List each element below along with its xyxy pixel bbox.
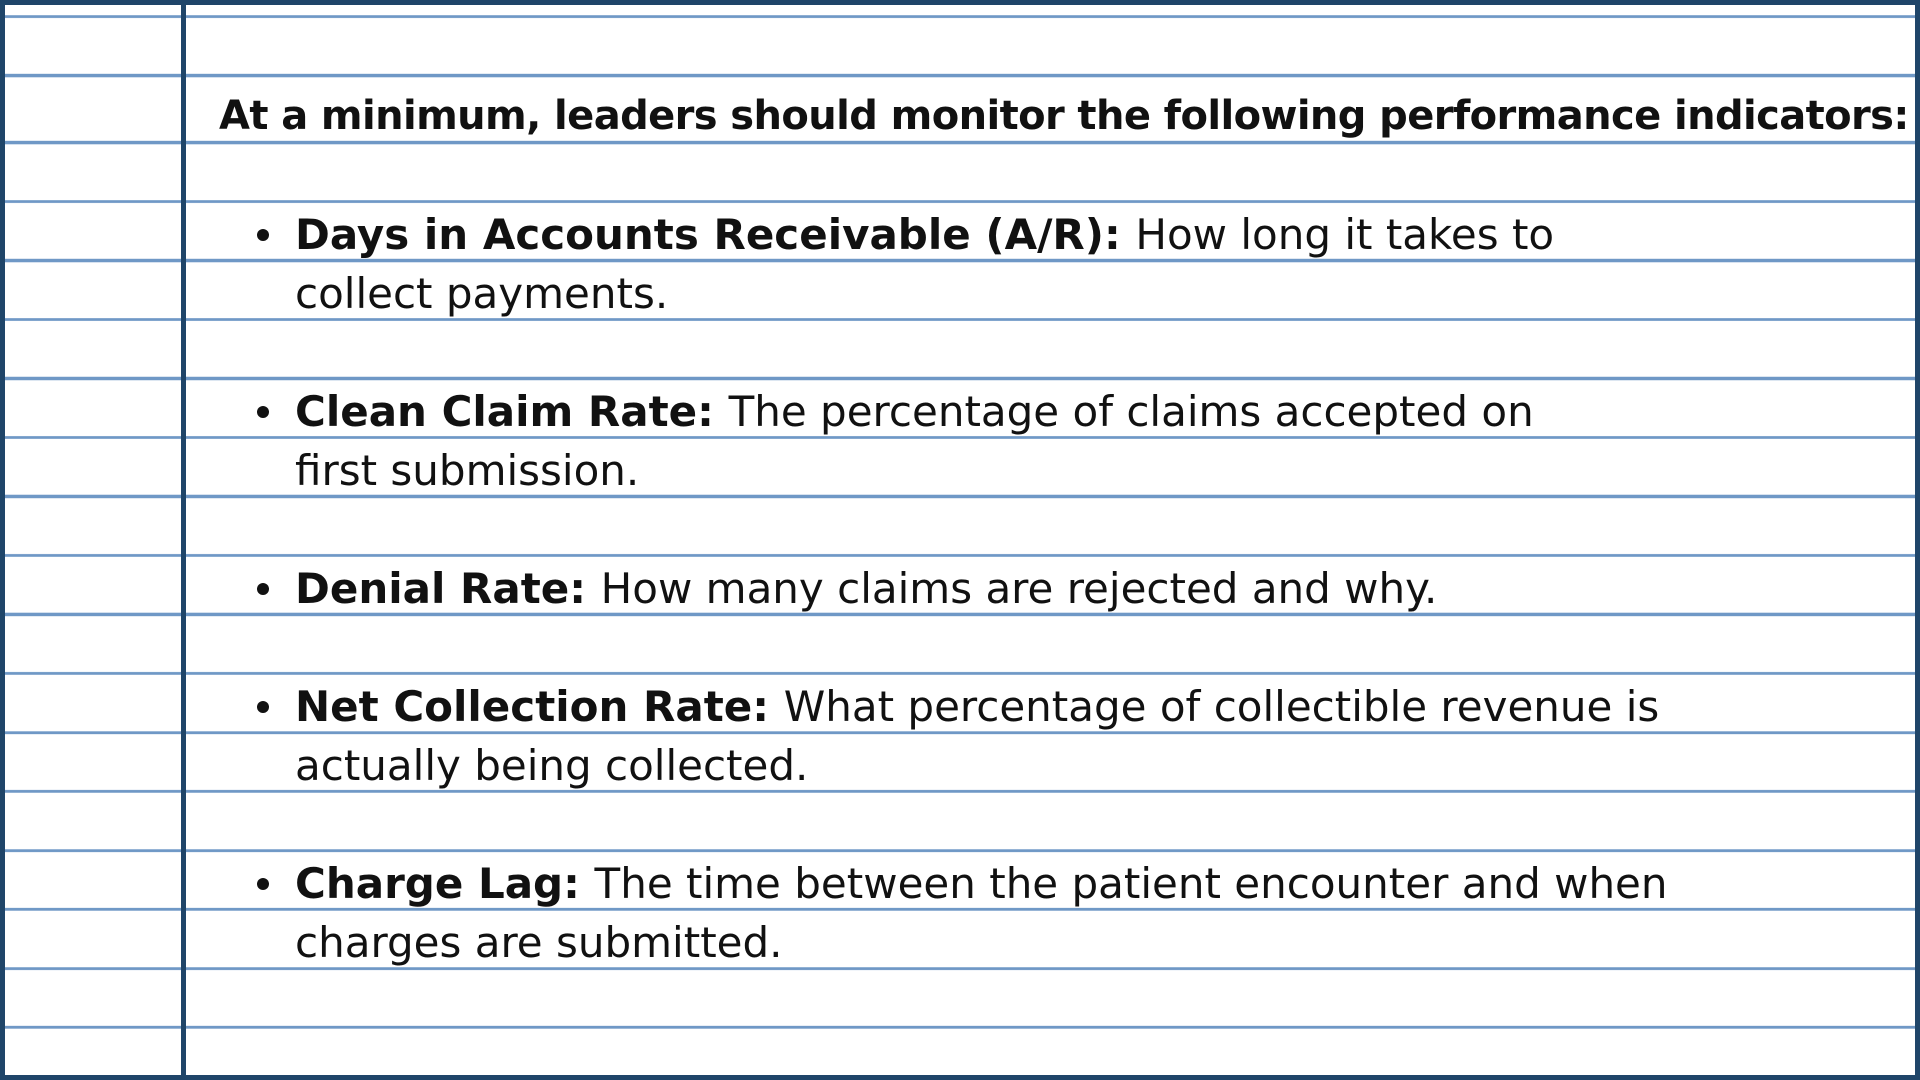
list-item-clean-claim-rate: [219, 382, 1589, 500]
indicator-description: How long it takes to collect payments.: [295, 210, 1555, 318]
page-heading: At a minimum, leaders should monitor the following performance indicators:: [219, 93, 1909, 139]
indicator-description: The percentage of claims accepted on first submission.: [295, 387, 1534, 495]
indicator-term: Denial Rate:: [295, 564, 601, 613]
bullet-icon: [257, 406, 269, 418]
list-item-net-collection-rate: [219, 677, 1759, 795]
margin-line: [181, 5, 186, 1080]
indicator-term: Charge Lag:: [295, 859, 595, 908]
indicator-description: What percentage of collectible revenue is actually being collected.: [295, 682, 1660, 790]
indicator-term: Days in Accounts Receivable (A/R):: [295, 210, 1136, 259]
bullet-icon: [257, 229, 269, 241]
indicator-description: The time between the patient encounter and when charges are submitted.: [295, 859, 1668, 967]
indicator-term: Clean Claim Rate:: [295, 387, 729, 436]
list-item-denial-rate: [219, 559, 1759, 618]
page-content: [219, 87, 1909, 1031]
bullet-icon: [257, 583, 269, 595]
bullet-icon: [257, 701, 269, 713]
indicator-term: Net Collection Rate:: [295, 682, 784, 731]
list-item-days-in-ar: [219, 205, 1589, 323]
indicator-description: How many claims are rejected and why.: [600, 564, 1438, 613]
indicator-list: [219, 205, 1819, 972]
bullet-icon: [257, 878, 269, 890]
list-item-charge-lag: [219, 854, 1759, 972]
